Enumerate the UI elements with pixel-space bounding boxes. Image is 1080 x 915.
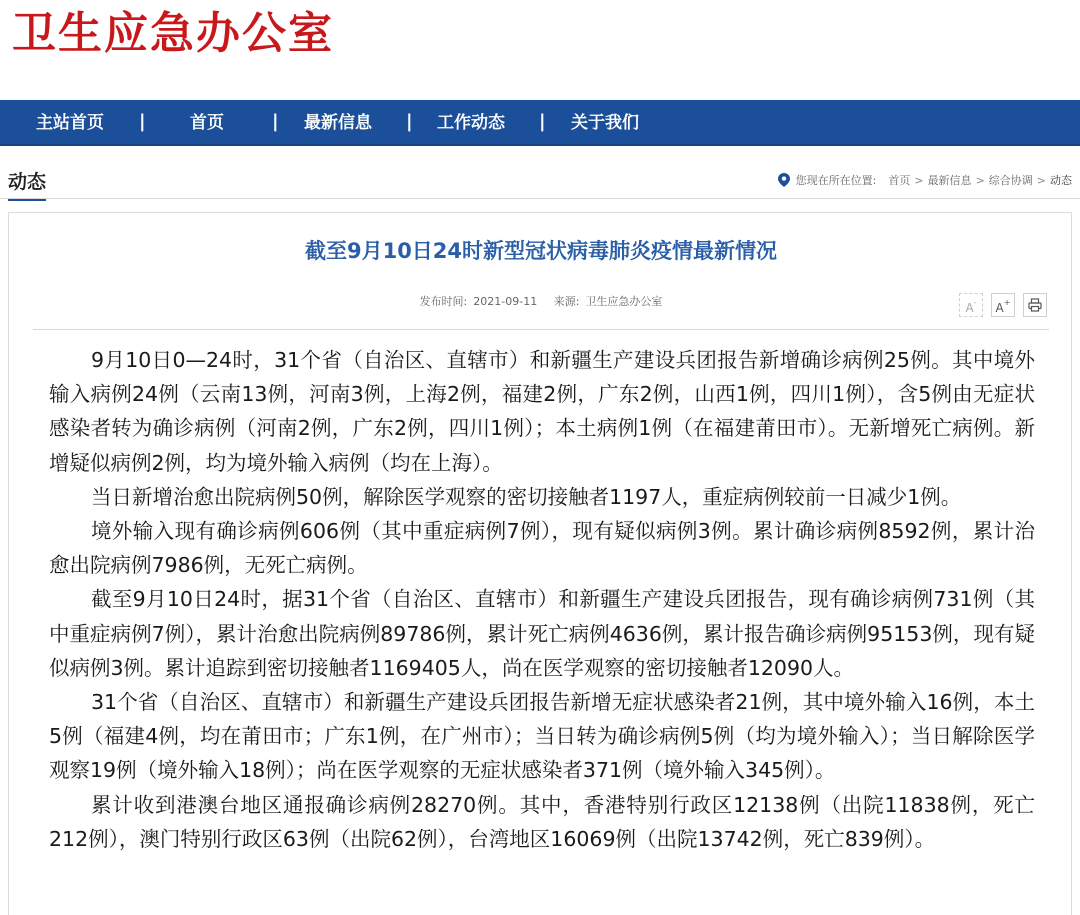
nav-separator: | [139, 111, 146, 132]
source-label: 来源: [553, 295, 580, 308]
breadcrumb [778, 172, 1072, 188]
article-paragraph: 31个省（自治区、直辖市）和新疆生产建设兵团报告新增无症状感染者21例，其中境外输入16例，本土5例（福建4例，均在莆田市；广东1例，在广州市）；当日转为确诊病例5例（均为境外输入）；当日解除医学观察19例（境外输入18例）；尚在医学观察的无症状感染者371例（境外输入345例）。 [49, 690, 1035, 783]
publish-date: 2021-09-11 [473, 295, 538, 308]
section-title: 动态 [8, 170, 46, 201]
print-icon [1028, 298, 1042, 312]
article-container [8, 212, 1072, 915]
breadcrumb-item-current: 动态 [1050, 174, 1072, 187]
article-paragraph: 当日新增治愈出院病例50例，解除医学观察的密切接触者1197人，重症病例较前一日减少1例。 [91, 484, 962, 509]
nav-separator: | [272, 111, 279, 132]
font-increase-button[interactable]: A+ [991, 293, 1015, 317]
nav-item-work-news[interactable]: 工作动态 [437, 113, 505, 133]
breadcrumb-item-latest-info[interactable]: 最新信息 [927, 174, 972, 187]
article-title: 截至9月10日24时新型冠状病毒肺炎疫情最新情况 [304, 239, 778, 263]
nav-separator: | [539, 111, 546, 132]
publish-date-label: 发布时间: [419, 295, 468, 308]
section-header [0, 160, 1080, 200]
article-paragraph: 累计收到港澳台地区通报确诊病例28270例。其中，香港特别行政区12138例（出院11838例，死亡212例），澳门特别行政区63例（出院62例），台湾地区16069例（出院13742例，死亡839例）。 [49, 792, 1035, 851]
article-body [49, 343, 1035, 856]
breadcrumb-separator: > [975, 173, 985, 187]
nav-item-home[interactable]: 首页 [190, 113, 224, 133]
site-logo[interactable]: 卫生应急办公室 [12, 8, 334, 59]
location-pin-icon [778, 173, 790, 187]
font-decrease-button[interactable]: A- [959, 293, 983, 317]
section-divider [0, 198, 1080, 199]
meta-divider [33, 329, 1049, 330]
nav-separator: | [406, 111, 413, 132]
breadcrumb-separator: > [914, 173, 924, 187]
article-paragraph: 截至9月10日24时，据31个省（自治区、直辖市）和新疆生产建设兵团报告，现有确诊病例731例（其中重症病例7例），累计治愈出院病例89786例，累计死亡病例4636例，累计报告确诊病例95153例，现有疑似病例3例。累计追踪到密切接触者1169405人，尚在医学观察的密切接触者12090人。 [49, 587, 1035, 680]
article-paragraph: 境外输入现有确诊病例606例（其中重症病例7例），现有疑似病例3例。累计确诊病例8592例，累计治愈出院病例7986例，无死亡病例。 [49, 519, 1035, 578]
article-meta [9, 293, 1073, 309]
location-label: 您现在所在位置: [795, 174, 877, 187]
site-header [0, 0, 1080, 100]
breadcrumb-item-coordination[interactable]: 综合协调 [988, 174, 1033, 187]
article-paragraph: 9月10日0—24时，31个省（自治区、直辖市）和新疆生产建设兵团报告新增确诊病例25例。其中境外输入病例24例（云南13例，河南3例，上海2例，福建2例，广东2例，山西1例，四川1例），含5例由无症状感染者转为确诊病例（河南2例，广东2例，四川1例）；本土病例1例（在福建莆田市）。无新增死亡病例。新增疑似病例2例，均为境外输入病例（均在上海）。 [49, 348, 1035, 475]
article-source: 卫生应急办公室 [585, 295, 663, 308]
breadcrumb-separator: > [1036, 173, 1046, 187]
breadcrumb-item-home[interactable]: 首页 [888, 174, 911, 187]
nav-item-main-home[interactable]: 主站首页 [36, 113, 104, 133]
print-button[interactable] [1023, 293, 1047, 317]
nav-item-latest-info[interactable]: 最新信息 [304, 113, 372, 133]
main-nav [0, 100, 1080, 146]
nav-item-about-us[interactable]: 关于我们 [571, 113, 639, 133]
